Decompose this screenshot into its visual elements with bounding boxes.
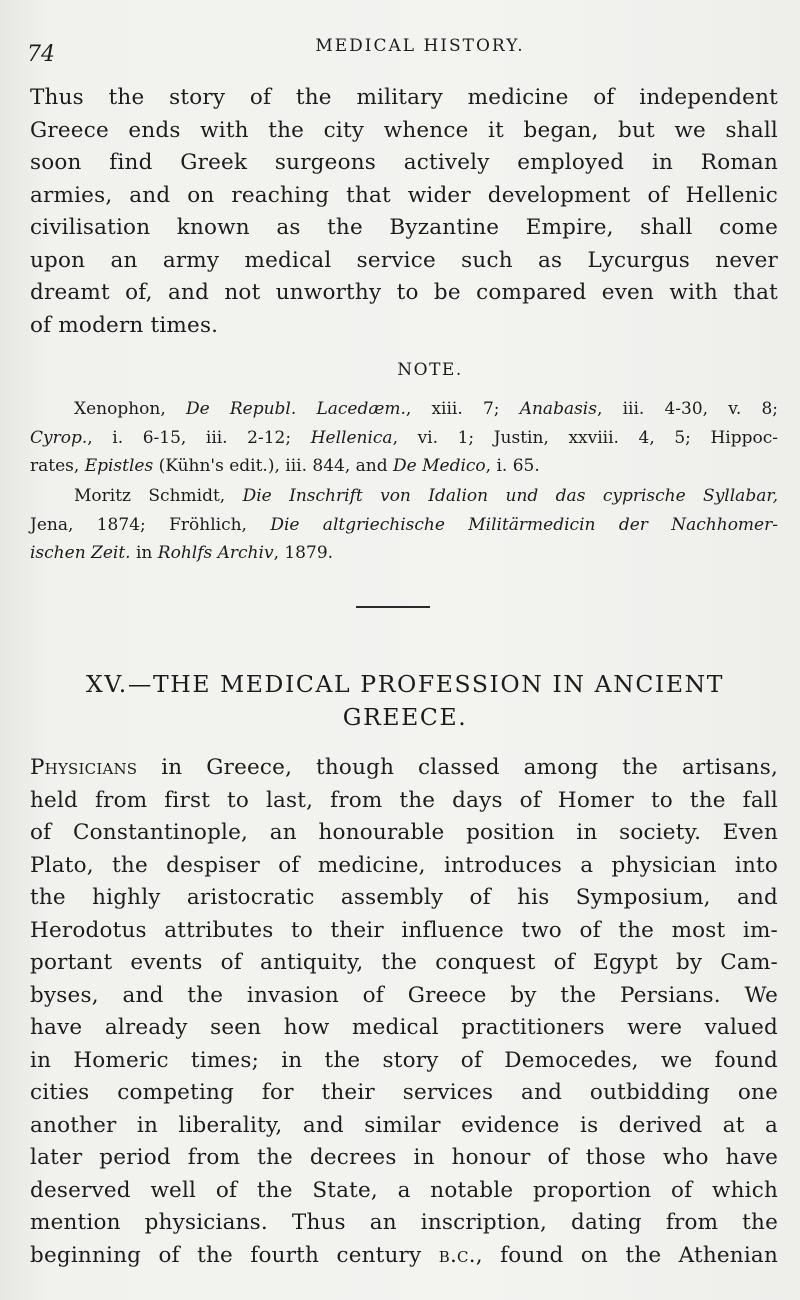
ref-text: in — [130, 543, 158, 563]
text-line: soon find Greek surgeons actively employed in Roman — [30, 150, 778, 175]
ref-title: Cyrop. — [30, 427, 88, 448]
text-line: of Constantinople, an honourable position in society. Even — [30, 820, 778, 845]
text-line: dreamt of, and not unworthy to be compared even with that — [30, 280, 778, 305]
text-line: Thus the story of the military medicine of independent — [30, 85, 778, 110]
page-header — [0, 30, 800, 70]
ref-title: De Medico — [393, 456, 486, 476]
text-line: portant events of antiquity, the conquest of Egypt by Cam- — [30, 950, 778, 975]
line-text: in Greece, though classed among the artisans, — [137, 755, 778, 780]
note-title: NOTE. — [397, 360, 463, 380]
ref-title: Epistles — [84, 456, 154, 476]
chapter-paragraph — [30, 752, 778, 1272]
text-line: have already seen how medical practitioners were valued — [30, 1015, 778, 1040]
chapter-title — [40, 668, 770, 734]
text-line — [30, 1240, 778, 1273]
text-line: Greece ends with the city whence it began, but we shall — [30, 117, 778, 143]
intro-paragraph — [30, 82, 778, 342]
ref-title: ischen Zeit. — [30, 543, 131, 563]
note-reference-1 — [30, 395, 778, 481]
ref-text: , vi. 1; Justin, xxviii. 4, 5; Hippoc- — [392, 427, 778, 448]
line-text: , found on the Athenian — [475, 1242, 778, 1268]
text-line — [30, 511, 778, 540]
line-text: beginning of the fourth century — [30, 1242, 439, 1268]
text-line: another in liberality, and similar evidence is derived at a — [30, 1112, 778, 1138]
text-line: deserved well of the State, a notable proportion of which — [30, 1177, 778, 1203]
text-line: upon an army medical service such as Lycurgus never — [30, 247, 778, 273]
text-line — [30, 424, 778, 453]
text-line — [30, 482, 778, 511]
ref-text: Xenophon, — [74, 399, 186, 419]
text-line: in Homeric times; in the story of Democedes, we found — [30, 1047, 778, 1073]
text-line: byses, and the invasion of Greece by the Persians. We — [30, 982, 778, 1008]
era-abbreviation: b.c. — [438, 1242, 476, 1268]
ref-title: Rohlfs Archiv — [157, 543, 274, 563]
ref-title: Die Inschrift von Idalion und das cyprische Syllabar, — [242, 486, 778, 506]
page-number: 74 — [27, 42, 55, 67]
text-line: civilisation known as the Byzantine Empire, shall come — [30, 215, 778, 240]
chapter-title-line: XV.—THE MEDICAL PROFESSION IN ANCIENT — [85, 670, 725, 698]
ref-title: Anabasis — [519, 399, 597, 419]
ref-text: rates, — [30, 456, 85, 476]
ref-text: , iii. 4-30, v. 8; — [596, 399, 778, 419]
text-line: Plato, the despiser of medicine, introduces a physician into — [30, 852, 778, 878]
ref-title: Hellenica — [310, 427, 393, 448]
section-divider — [356, 606, 430, 608]
text-line: the highly aristocratic assembly of his Symposium, and — [30, 885, 778, 910]
ref-text: Jena, 1874; Fröhlich, — [30, 514, 271, 535]
text-line — [30, 539, 778, 568]
text-line: mention physicians. Thus an inscription, dating from the — [30, 1210, 778, 1235]
ref-title: Die altgriechische Militärmedicin der Nachhomer- — [270, 514, 778, 535]
drop-word: Physicians — [30, 755, 138, 780]
text-line — [30, 452, 778, 481]
running-title: MEDICAL HISTORY. — [315, 36, 525, 56]
ref-text: , xiii. 7; — [405, 399, 520, 419]
text-line: of modern times. — [30, 312, 219, 338]
text-line: later period from the decrees in honour of those who have — [30, 1145, 778, 1170]
chapter-title-line: GREECE. — [342, 703, 468, 731]
ref-text: , i. 65. — [485, 456, 540, 476]
text-line: Herodotus attributes to their influence two of the most im- — [30, 917, 778, 943]
note-reference-2 — [30, 482, 778, 568]
text-line — [30, 752, 778, 785]
text-line: armies, and on reaching that wider development of Hellenic — [30, 182, 778, 208]
ref-title: De Republ. Lacedæm. — [185, 399, 406, 419]
ref-text: (Kühn's edit.), iii. 844, and — [153, 456, 394, 476]
ref-text: , i. 6-15, iii. 2-12; — [87, 427, 311, 448]
text-line — [30, 395, 778, 424]
text-line: cities competing for their services and outbidding one — [30, 1080, 778, 1105]
ref-text: Moritz Schmidt, — [74, 486, 243, 506]
ref-text: , 1879. — [273, 543, 334, 563]
text-line: held from first to last, from the days of Homer to the fall — [30, 787, 778, 813]
